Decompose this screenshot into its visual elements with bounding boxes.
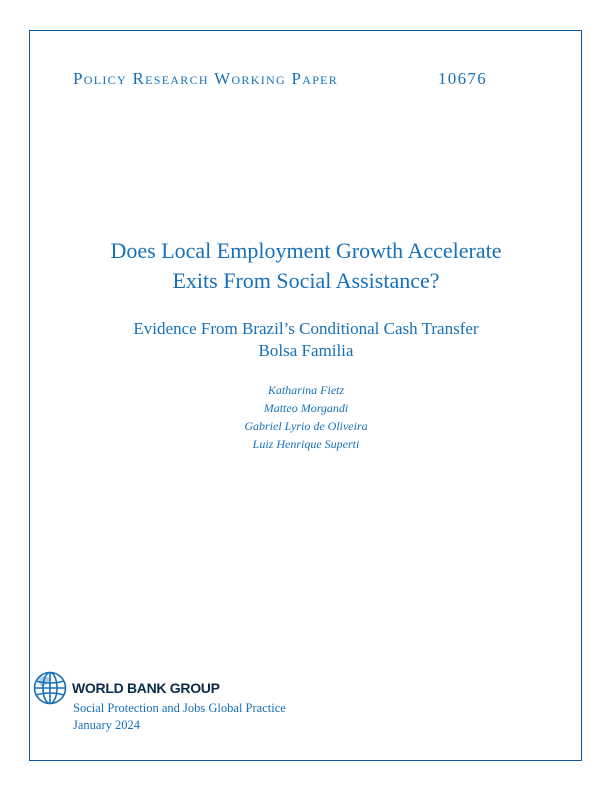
paper-subtitle (40, 318, 572, 362)
globe-icon (33, 671, 67, 705)
author-name: Katharina Fietz (267, 383, 345, 397)
subtitle-line-1: Evidence From Brazil’s Conditional Cash Transfer (133, 319, 479, 338)
title-line-2: Exits From Social Assistance? (172, 268, 440, 293)
subtitle-line-2: Bolsa Familia (258, 341, 354, 360)
author-name: Matteo Morgandi (263, 401, 349, 415)
paper-title (40, 236, 572, 296)
paper-number: 10676 (438, 69, 487, 88)
series-title: Policy Research Working Paper (73, 69, 339, 88)
publication-date: January 2024 (73, 718, 140, 732)
author-name: Luiz Henrique Superti (252, 437, 360, 451)
author-name: Gabriel Lyrio de Oliveira (244, 419, 368, 433)
title-line-1: Does Local Employment Growth Accelerate (110, 238, 502, 263)
organization-name: WORLD BANK GROUP (72, 680, 220, 696)
global-practice: Social Protection and Jobs Global Practice (73, 701, 286, 715)
author-list (40, 381, 572, 453)
